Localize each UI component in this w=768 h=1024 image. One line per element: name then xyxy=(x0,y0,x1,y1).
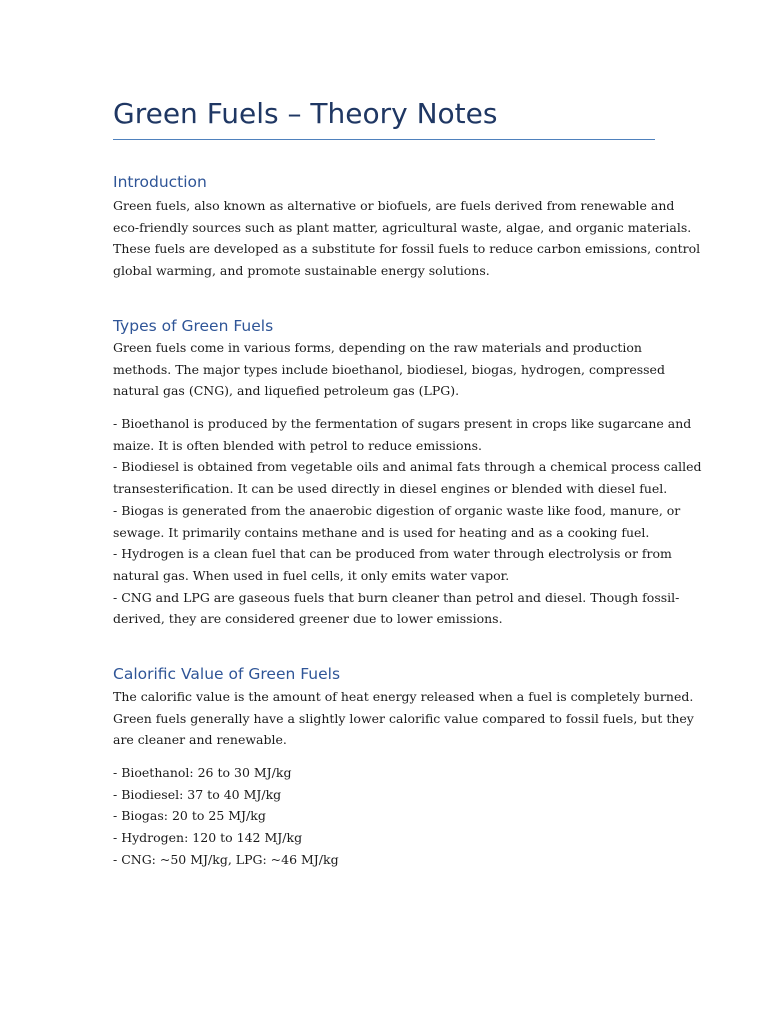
text-line: Green fuels, also known as alternative or biofuels, are fuels derived from renewable and xyxy=(113,198,675,213)
list-item-line: - CNG and LPG are gaseous fuels that burn cleaner than petrol and diesel. Though fossil- xyxy=(113,589,680,605)
calorific-values-list xyxy=(113,762,658,871)
calorific-intro-paragraph xyxy=(113,686,694,751)
text-line: methods. The major types include bioethanol, biodiesel, biogas, hydrogen, compressed xyxy=(113,361,665,377)
list-item-line: natural gas. When used in fuel cells, it only emits water vapor. xyxy=(113,567,510,583)
heading-types-of-green-fuels: Types of Green Fuels xyxy=(113,317,274,335)
text-line: The calorific value is the amount of heat energy released when a fuel is completely burned. xyxy=(113,689,694,704)
introduction-paragraph xyxy=(113,195,701,282)
types-intro-paragraph xyxy=(113,337,665,402)
text-line: natural gas (CNG), and liquefied petroleum gas (LPG). xyxy=(113,383,460,399)
text-line: Green fuels generally have a slightly lower calorific value compared to fossil fuels, but they xyxy=(113,710,694,726)
list-item-line: - Bioethanol is produced by the fermentation of sugars present in crops like sugarcane and xyxy=(113,416,692,431)
list-item-line: - Biogas: 20 to 25 MJ/kg xyxy=(113,808,266,824)
text-line: are cleaner and renewable. xyxy=(113,732,287,748)
list-item-line: - Biodiesel is obtained from vegetable oils and animal fats through a chemical process called xyxy=(113,459,702,475)
text-line: These fuels are developed as a substitute for fossil fuels to reduce carbon emissions, control xyxy=(113,241,701,257)
list-item-line: - Bioethanol: 26 to 30 MJ/kg xyxy=(113,765,292,780)
list-item-line: - Biodiesel: 37 to 40 MJ/kg xyxy=(113,786,282,802)
heading-calorific-value: Calorific Value of Green Fuels xyxy=(113,665,341,683)
list-item-line: - Hydrogen is a clean fuel that can be produced from water through electrolysis or from xyxy=(113,546,672,562)
document-title: Green Fuels – Theory Notes xyxy=(113,97,498,130)
text-line: global warming, and promote sustainable energy solutions. xyxy=(113,263,490,279)
list-item-line: - Biogas is generated from the anaerobic digestion of organic waste like food, manure, or xyxy=(113,502,681,518)
text-line: eco-friendly sources such as plant matter, agricultural waste, algae, and organic materials. xyxy=(113,219,692,235)
text-line: Green fuels come in various forms, depending on the raw materials and production xyxy=(113,340,642,355)
list-item-line: sewage. It primarily contains methane and is used for heating and as a cooking fuel. xyxy=(113,524,650,540)
title-underline xyxy=(113,139,655,140)
list-item-line: - Hydrogen: 120 to 142 MJ/kg xyxy=(113,830,303,846)
types-list xyxy=(113,413,702,630)
list-item-line: transesterification. It can be used directly in diesel engines or blended with diesel fuel. xyxy=(113,481,668,497)
heading-introduction: Introduction xyxy=(113,173,207,191)
list-item-line: maize. It is often blended with petrol to reduce emissions. xyxy=(113,437,482,453)
list-item-line: - CNG: ~50 MJ/kg, LPG: ~46 MJ/kg xyxy=(113,851,339,867)
list-item-line: derived, they are considered greener due to lower emissions. xyxy=(113,611,503,627)
